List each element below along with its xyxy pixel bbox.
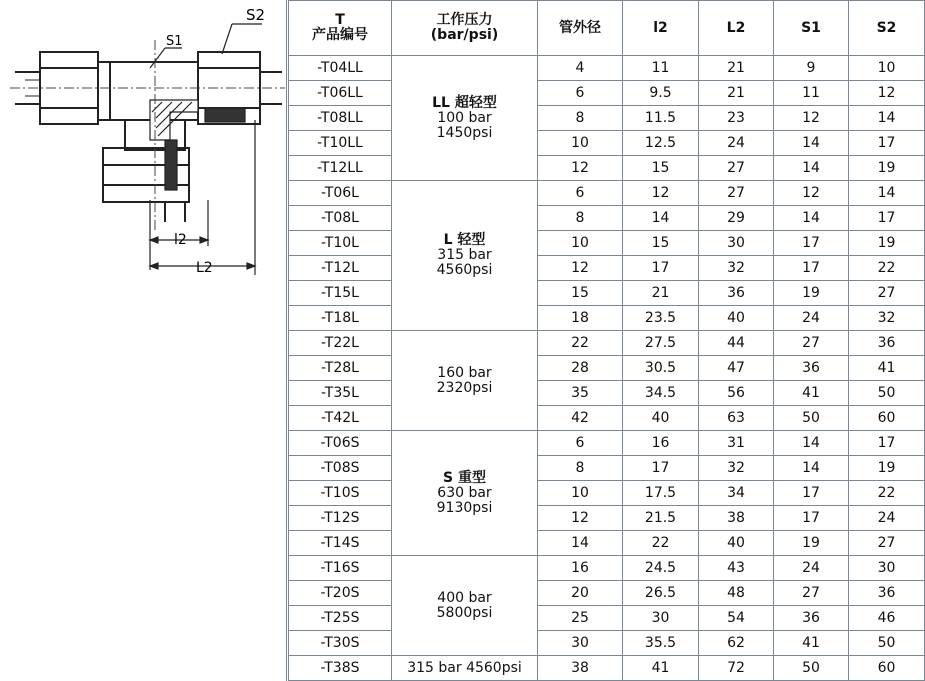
cell-s1: 50: [774, 406, 849, 431]
tee-fitting-drawing: [0, 0, 287, 681]
col-header-L2: L2: [699, 1, 774, 56]
cell-L2: 29: [699, 206, 774, 231]
table-header-row: [289, 1, 925, 56]
cell-code: -T04LL: [289, 56, 392, 81]
cell-L2: 21: [699, 81, 774, 106]
pressure-line: 5800psi: [436, 604, 493, 621]
table-row: [289, 531, 925, 556]
cell-s1: 24: [774, 556, 849, 581]
cell-od: 28: [538, 356, 623, 381]
table-row: [289, 331, 925, 356]
cell-L2: 44: [699, 331, 774, 356]
cell-s1: 14: [774, 431, 849, 456]
cell-od: 6: [538, 431, 623, 456]
cell-s1: 9: [774, 56, 849, 81]
cell-l2: 11.5: [623, 106, 699, 131]
table-row: [289, 131, 925, 156]
col-header-code: T 产品编号: [289, 1, 392, 56]
cell-L2: 32: [699, 256, 774, 281]
cell-s1: 17: [774, 506, 849, 531]
table-row: [289, 206, 925, 231]
cell-od: 18: [538, 306, 623, 331]
cell-s2: 27: [849, 531, 925, 556]
cell-od: 10: [538, 481, 623, 506]
table-row: [289, 481, 925, 506]
cell-code: -T42L: [289, 406, 392, 431]
cell-l2: 17: [623, 256, 699, 281]
cell-code: -T12S: [289, 506, 392, 531]
cell-od: 10: [538, 131, 623, 156]
cell-s2: 10: [849, 56, 925, 81]
cell-L2: 23: [699, 106, 774, 131]
table-row: [289, 556, 925, 581]
cell-L2: 72: [699, 656, 774, 681]
table-row: [289, 81, 925, 106]
cell-s1: 36: [774, 356, 849, 381]
cell-L2: 21: [699, 56, 774, 81]
cell-s2: 17: [849, 131, 925, 156]
cell-pressure-group: [392, 656, 538, 681]
pressure-line: 9130psi: [436, 499, 493, 516]
cell-s2: 19: [849, 456, 925, 481]
cell-od: 12: [538, 256, 623, 281]
cell-s2: 14: [849, 106, 925, 131]
cell-l2: 24.5: [623, 556, 699, 581]
cell-s1: 17: [774, 231, 849, 256]
cell-L2: 47: [699, 356, 774, 381]
cell-code: -T12L: [289, 256, 392, 281]
cell-s2: 22: [849, 256, 925, 281]
cell-code: -T12LL: [289, 156, 392, 181]
cell-code: -T30S: [289, 631, 392, 656]
pressure-line: 315 bar: [437, 247, 492, 263]
cell-od: 22: [538, 331, 623, 356]
cell-l2: 41: [623, 656, 699, 681]
cell-L2: 63: [699, 406, 774, 431]
cell-s1: 36: [774, 606, 849, 631]
cell-l2: 9.5: [623, 81, 699, 106]
cell-code: -T20S: [289, 581, 392, 606]
cell-s2: 46: [849, 606, 925, 631]
cell-s2: 30: [849, 556, 925, 581]
cell-L2: 30: [699, 231, 774, 256]
table-row: [289, 581, 925, 606]
cell-s2: 60: [849, 406, 925, 431]
cell-l2: 35.5: [623, 631, 699, 656]
cell-s2: 32: [849, 306, 925, 331]
l2-big-label: L2: [196, 260, 213, 276]
cell-s1: 14: [774, 206, 849, 231]
col-header-s2: S2: [849, 1, 925, 56]
cell-s1: 19: [774, 531, 849, 556]
table-row: [289, 356, 925, 381]
pressure-line: 1450psi: [436, 124, 493, 141]
cell-s2: 14: [849, 181, 925, 206]
cell-pressure-group: [392, 331, 538, 431]
cell-od: 30: [538, 631, 623, 656]
cell-pressure-group: [392, 431, 538, 556]
table-row: [289, 306, 925, 331]
pressure-grade: LL 超轻型: [432, 94, 497, 111]
cell-s1: 27: [774, 581, 849, 606]
table-row: [289, 281, 925, 306]
cell-od: 35: [538, 381, 623, 406]
table-row: [289, 256, 925, 281]
cell-code: -T25S: [289, 606, 392, 631]
cell-od: 20: [538, 581, 623, 606]
table-row: [289, 631, 925, 656]
cell-s2: 50: [849, 631, 925, 656]
cell-L2: 32: [699, 456, 774, 481]
table-row: [289, 231, 925, 256]
pressure-line: 100 bar: [437, 109, 492, 126]
cell-od: 8: [538, 456, 623, 481]
cell-l2: 30: [623, 606, 699, 631]
cell-s1: 17: [774, 256, 849, 281]
cell-code: -T10LL: [289, 131, 392, 156]
s1-label: S1: [166, 34, 183, 49]
cell-l2: 15: [623, 156, 699, 181]
cell-l2: 22: [623, 531, 699, 556]
cell-l2: 21: [623, 281, 699, 306]
cell-s1: 19: [774, 281, 849, 306]
col-header-l2: l2: [623, 1, 699, 56]
cell-s1: 41: [774, 381, 849, 406]
cell-pressure-group: [392, 181, 538, 331]
cell-l2: 12: [623, 181, 699, 206]
cell-l2: 15: [623, 231, 699, 256]
pressure-grade: S 重型: [443, 469, 486, 486]
cell-s1: 14: [774, 156, 849, 181]
fitting-drawing-panel: [0, 0, 287, 681]
cell-code: -T14S: [289, 531, 392, 556]
cell-L2: 43: [699, 556, 774, 581]
cell-s1: 50: [774, 656, 849, 681]
table-row: [289, 431, 925, 456]
pressure-line: 160 bar: [437, 364, 492, 381]
table-body: [289, 56, 925, 681]
cell-od: 42: [538, 406, 623, 431]
cell-od: 12: [538, 156, 623, 181]
cell-s1: 27: [774, 331, 849, 356]
cell-l2: 23.5: [623, 306, 699, 331]
cell-code: -T08S: [289, 456, 392, 481]
cell-code: -T10S: [289, 481, 392, 506]
table-row: [289, 456, 925, 481]
cell-L2: 62: [699, 631, 774, 656]
cell-code: -T16S: [289, 556, 392, 581]
cell-code: -T35L: [289, 381, 392, 406]
cell-L2: 24: [699, 131, 774, 156]
cell-L2: 40: [699, 306, 774, 331]
col-header-s1: S1: [774, 1, 849, 56]
cell-s2: 19: [849, 156, 925, 181]
cell-od: 6: [538, 181, 623, 206]
cell-code: -T18L: [289, 306, 392, 331]
cell-od: 38: [538, 656, 623, 681]
table-row: [289, 156, 925, 181]
cell-od: 8: [538, 206, 623, 231]
pressure-line: 4560psi: [436, 262, 493, 278]
cell-od: 6: [538, 81, 623, 106]
cell-s1: 12: [774, 181, 849, 206]
cell-s1: 14: [774, 456, 849, 481]
cell-l2: 12.5: [623, 131, 699, 156]
cell-s2: 22: [849, 481, 925, 506]
cell-code: -T28L: [289, 356, 392, 381]
cell-s1: 14: [774, 131, 849, 156]
cell-L2: 27: [699, 181, 774, 206]
cell-l2: 17.5: [623, 481, 699, 506]
cell-code: -T06L: [289, 181, 392, 206]
spec-table: [288, 0, 925, 681]
cell-l2: 34.5: [623, 381, 699, 406]
cell-l2: 16: [623, 431, 699, 456]
cell-code: -T22L: [289, 331, 392, 356]
cell-s2: 36: [849, 331, 925, 356]
cell-s2: 17: [849, 431, 925, 456]
cell-l2: 27.5: [623, 331, 699, 356]
cell-od: 15: [538, 281, 623, 306]
cell-od: 25: [538, 606, 623, 631]
cell-s1: 12: [774, 106, 849, 131]
col-header-pressure: 工作压力 (bar/psi): [392, 1, 538, 56]
cell-L2: 40: [699, 531, 774, 556]
cell-pressure-group: [392, 56, 538, 181]
pressure-line: 630 bar: [437, 484, 492, 501]
cell-s2: 24: [849, 506, 925, 531]
pressure-line: 2320psi: [436, 379, 493, 396]
cell-s1: 17: [774, 481, 849, 506]
table-row: [289, 56, 925, 81]
cell-l2: 30.5: [623, 356, 699, 381]
s2-label: S2: [246, 6, 266, 24]
cell-code: -T08LL: [289, 106, 392, 131]
cell-code: -T06S: [289, 431, 392, 456]
cell-L2: 27: [699, 156, 774, 181]
table-row: [289, 181, 925, 206]
cell-s1: 24: [774, 306, 849, 331]
cell-code: -T08L: [289, 206, 392, 231]
cell-s2: 27: [849, 281, 925, 306]
cell-s2: 36: [849, 581, 925, 606]
cell-l2: 21.5: [623, 506, 699, 531]
table-row: [289, 381, 925, 406]
cell-L2: 36: [699, 281, 774, 306]
cell-s2: 60: [849, 656, 925, 681]
cell-l2: 17: [623, 456, 699, 481]
table-row: [289, 656, 925, 681]
cell-s2: 41: [849, 356, 925, 381]
cell-code: -T38S: [289, 656, 392, 681]
cell-s2: 19: [849, 231, 925, 256]
cell-L2: 38: [699, 506, 774, 531]
cell-l2: 14: [623, 206, 699, 231]
cell-od: 14: [538, 531, 623, 556]
cell-l2: 26.5: [623, 581, 699, 606]
table-row: [289, 506, 925, 531]
cell-code: -T06LL: [289, 81, 392, 106]
pressure-line: 400 bar: [437, 589, 492, 606]
cell-pressure-group: [392, 556, 538, 656]
cell-s2: 17: [849, 206, 925, 231]
cell-od: 16: [538, 556, 623, 581]
cell-code: -T15L: [289, 281, 392, 306]
table-row: [289, 406, 925, 431]
table-row: [289, 106, 925, 131]
cell-s2: 12: [849, 81, 925, 106]
cell-l2: 11: [623, 56, 699, 81]
cell-L2: 31: [699, 431, 774, 456]
cell-L2: 48: [699, 581, 774, 606]
cell-s1: 41: [774, 631, 849, 656]
cell-od: 4: [538, 56, 623, 81]
cell-L2: 34: [699, 481, 774, 506]
cell-L2: 56: [699, 381, 774, 406]
pressure-line: 315 bar 4560psi: [407, 659, 522, 676]
col-header-od: 管外径: [538, 1, 623, 56]
pressure-grade: L 轻型: [443, 232, 486, 248]
table-row: [289, 606, 925, 631]
cell-l2: 40: [623, 406, 699, 431]
cell-s1: 11: [774, 81, 849, 106]
cell-od: 8: [538, 106, 623, 131]
cell-L2: 54: [699, 606, 774, 631]
cell-s2: 50: [849, 381, 925, 406]
cell-od: 12: [538, 506, 623, 531]
cell-code: -T10L: [289, 231, 392, 256]
cell-od: 10: [538, 231, 623, 256]
l2-small-label: l2: [174, 232, 187, 248]
